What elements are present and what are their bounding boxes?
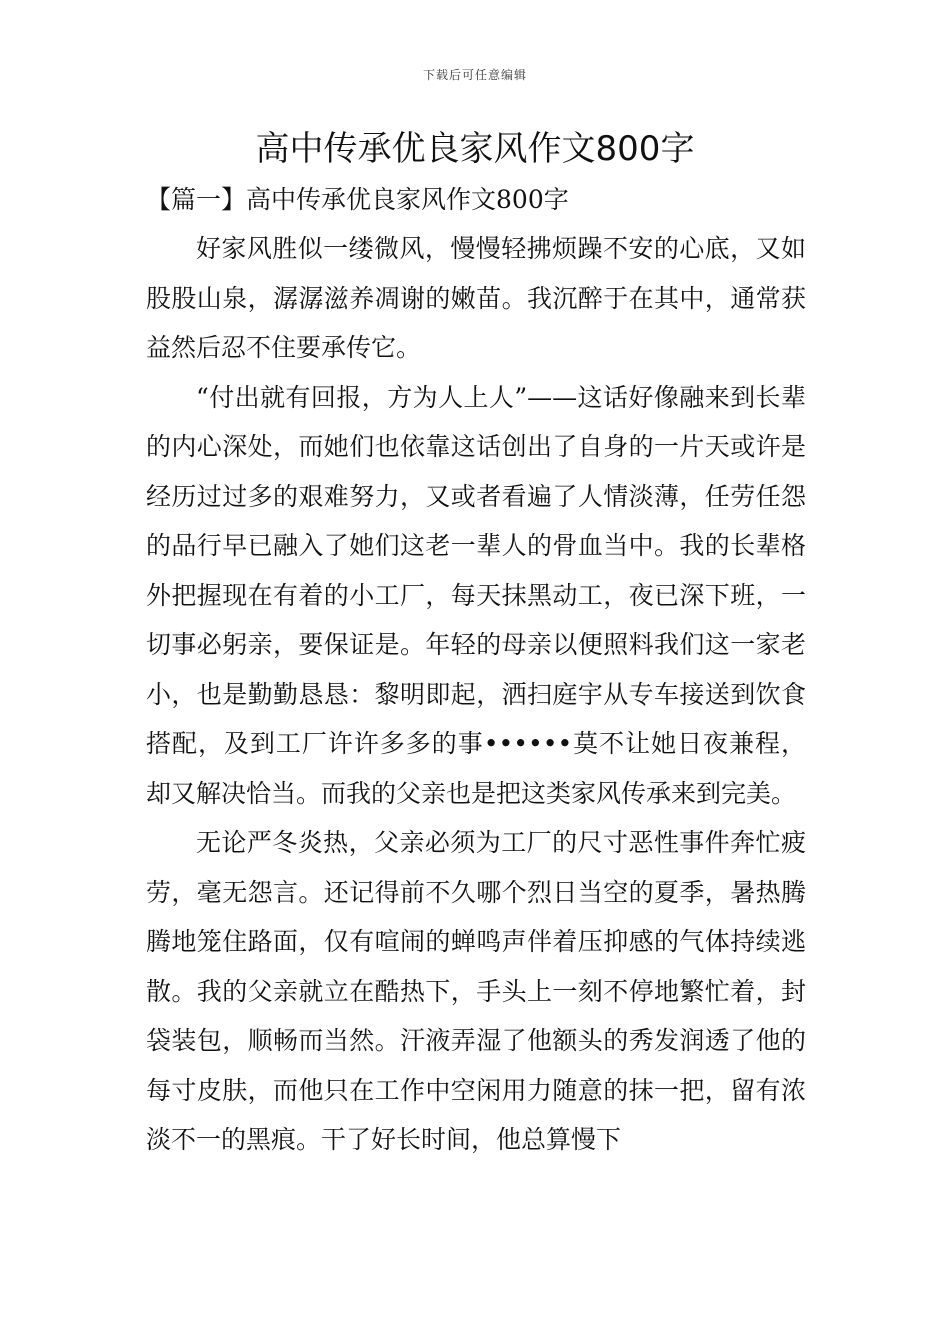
- header-note: 下载后可任意编辑: [422, 68, 527, 82]
- paragraph: 好家风胜似一缕微风，慢慢轻拂烦躁不安的心底，又如股股山泉，潺潺滋养凋谢的嫩苗。我沉醉于在其中，通常获益然后忍不住要承传它。: [146, 234, 806, 362]
- body-text: [146, 224, 806, 1165]
- paragraph: 无论严冬炎热，父亲必须为工厂的尺寸恶性事件奔忙疲劳，毫无怨言。还记得前不久哪个烈日当空的夏季，暑热腾腾地笼住路面，仅有喧闹的蝉鸣声伴着压抑感的气体持续逃散。我的父亲就立在酷热下，手头上一刻不停地繁忙着，封袋装包，顺畅而当然。汗液弄湿了他额头的秀发润透了他的每寸皮肤，而他只在工作中空闲用力随意的抹一把，留有浓淡不一的黑痕。干了好长时间，他总算慢下: [146, 828, 806, 1154]
- section-heading: 【篇一】高中传承优良家风作文800字: [146, 185, 569, 214]
- paragraph: “付出就有回报，方为人上人”——这话好像融来到长辈的内心深处，而她们也依靠这话创出了自身的一片天或许是经历过过多的艰难努力，又或者看遍了人情淡薄，任劳任怨的品行早已融入了她们这老一辈人的骨血当中。我的长辈格外把握现在有着的小工厂，每天抹黑动工，夜已深下班，一切事必躬亲，要保证是。年轻的母亲以便照料我们这一家老小，也是勤勤恳恳：黎明即起，洒扫庭宇从专车接送到饮食搭配，及到工厂许许多多的事••••••莫不让她日夜兼程，却又解决恰当。而我的父亲也是把这类家风传承来到完美。: [146, 382, 806, 808]
- document-title: 高中传承优良家风作文800字: [255, 129, 695, 169]
